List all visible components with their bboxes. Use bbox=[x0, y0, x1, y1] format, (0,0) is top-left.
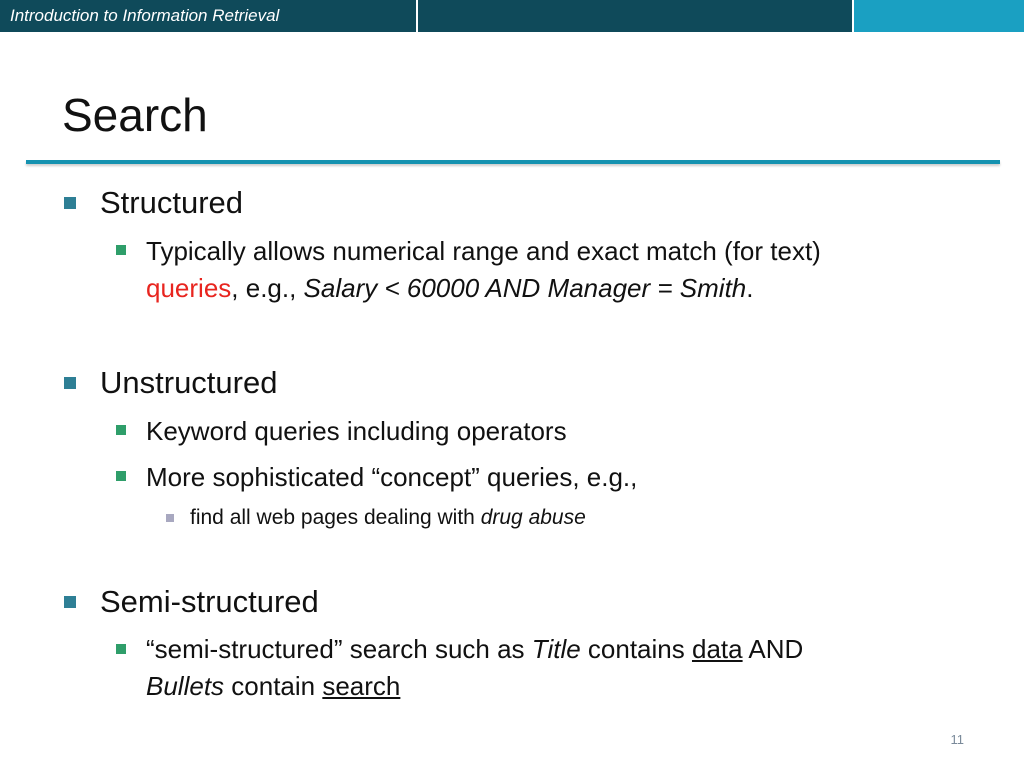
title-word: Title bbox=[531, 634, 581, 664]
unstructured-item-keyword: Keyword queries including operators bbox=[146, 416, 567, 446]
heading-semi-structured: Semi-structured bbox=[100, 584, 319, 619]
semi-item-line2 bbox=[146, 671, 400, 702]
queries-highlight: queries bbox=[146, 273, 232, 303]
heading-unstructured: Unstructured bbox=[100, 365, 278, 400]
semi-text-3: AND bbox=[742, 634, 804, 664]
drug-abuse-text: drug abuse bbox=[480, 506, 586, 529]
bullet-square-icon bbox=[116, 644, 126, 654]
bullet-square-icon bbox=[64, 197, 76, 209]
semi-item-line1 bbox=[146, 634, 803, 665]
bullet-square-icon bbox=[64, 377, 76, 389]
title-divider bbox=[26, 160, 1000, 164]
unstructured-subitem bbox=[190, 506, 586, 530]
semi-text-2: contains bbox=[580, 634, 692, 664]
page-number: 11 bbox=[950, 732, 964, 747]
bullet-square-icon bbox=[116, 425, 126, 435]
bullets-word: Bullets bbox=[146, 671, 225, 701]
structured-item-line2 bbox=[146, 273, 754, 304]
sub-prefix: find all web pages dealing with bbox=[190, 506, 481, 529]
header-segment-accent bbox=[854, 0, 1024, 32]
bullet-square-icon bbox=[116, 245, 126, 255]
header-segment-middle bbox=[418, 0, 852, 32]
unstructured-item-concept: More sophisticated “concept” queries, e.g., bbox=[146, 462, 638, 492]
bullet-square-icon bbox=[166, 514, 174, 522]
bullet-square-icon bbox=[64, 596, 76, 608]
structured-item-line1: Typically allows numerical range and exact match (for text) bbox=[146, 236, 821, 266]
period-text: . bbox=[746, 273, 754, 303]
semi-text-1: “semi-structured” search such as bbox=[146, 634, 532, 664]
slide-title: Search bbox=[62, 89, 208, 141]
example-query: Salary < 60000 AND Manager = Smith bbox=[303, 273, 747, 303]
search-word: search bbox=[322, 671, 401, 701]
bullet-square-icon bbox=[116, 471, 126, 481]
course-title: Introduction to Information Retrieval bbox=[10, 6, 280, 25]
data-word: data bbox=[691, 634, 743, 664]
heading-structured: Structured bbox=[100, 185, 244, 220]
semi-text-4: contain bbox=[224, 671, 323, 701]
eg-text: , e.g., bbox=[231, 273, 304, 303]
header-bar bbox=[0, 0, 1024, 32]
